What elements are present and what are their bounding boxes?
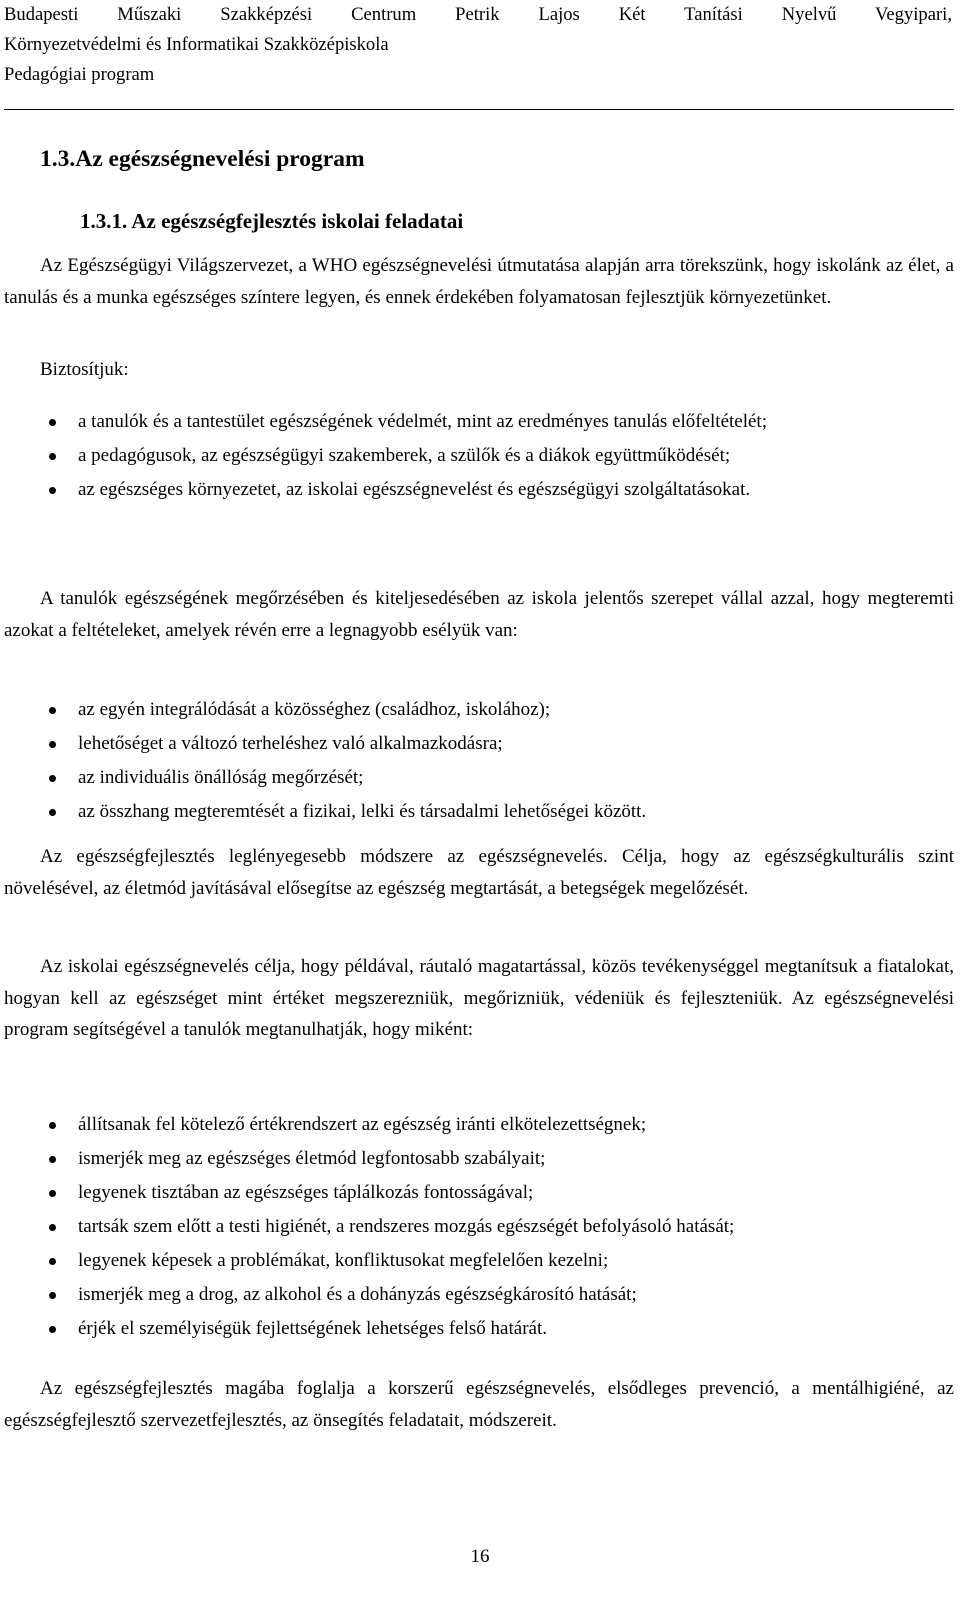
header-divider [4,109,954,110]
list-item [4,1143,954,1174]
list-item [4,1211,954,1242]
list-item-text: a pedagógusok, az egészségügyi szakemberek, a szülők és a diákok együttműködését; [78,445,731,466]
list-item [4,694,954,725]
bullet-icon [49,1122,56,1129]
list-item-text: az egészséges környezetet, az iskolai egészségnevelést és egészségügyi szolgáltatásokat. [78,479,751,500]
paragraph-summary: Az egészségfejlesztés magába foglalja a korszerű egészségnevelés, elsődleges prevenció, a mentálhigiéné, az egészségfejlesztő szervezetfejlesztés, az önsegítés feladatait, módszereit. [4,1378,954,1431]
bullet-icon [49,1326,56,1333]
list-item-text: ismerjék meg az egészséges életmód legfontosabb szabályait; [78,1148,546,1169]
list-item-text: az összhang megteremtését a fizikai, lelki és társadalmi lehetőségei között. [78,801,647,822]
bullet-icon [49,1190,56,1197]
list-item-text: az individuális önállóság megőrzését; [78,767,364,788]
list-item-text: lehetőséget a változó terheléshez való alkalmazkodásra; [78,733,503,754]
list-item [4,1313,954,1344]
bullet-icon [49,707,56,714]
page-header [4,0,952,90]
bullet-icon [49,1224,56,1231]
paragraph-goal: Az iskolai egészségnevelés célja, hogy példával, ráutaló magatartással, közös tevékenységgel megtanítsuk a fiatalokat, hogyan kell az egészséget mint értéket megszerezniük, megőrizniük, védeniük és fejleszteniük. Az egészségnevelési program segítségével a tanulók megtanulhatják, hogy miként: [4,956,954,1040]
list-item-text: a tanulók és a tantestület egészségének védelmét, mint az eredményes tanulás előfeltételét; [78,411,767,432]
bullet-icon [49,1258,56,1265]
header-school-name: Budapesti Műszaki Szakképzési Centrum Petrik Lajos Két Tanítási Nyelvű Vegyipari, [4,4,952,25]
list-item [4,1279,954,1310]
list-item [4,762,954,793]
subsection-heading: 1.3.1. Az egészségfejlesztés iskolai feladatai [80,209,464,233]
bullet-list-2 [4,694,954,830]
list-item [4,440,954,471]
list-item [4,1109,954,1140]
bullet-icon [49,775,56,782]
bullet-icon [49,453,56,460]
list-item [4,1177,954,1208]
bullet-icon [49,1292,56,1299]
list-item-text: állítsanak fel kötelező értékrendszert az egészség iránti elkötelezettségnek; [78,1114,647,1135]
bullet-icon [49,419,56,426]
header-document-title: Pedagógiai program [4,64,155,85]
bullet-icon [49,809,56,816]
list-item-text: ismerjék meg a drog, az alkohol és a dohányzás egészségkárosító hatását; [78,1284,637,1305]
list-item [4,796,954,827]
bullet-icon [49,487,56,494]
bullet-icon [49,741,56,748]
list-item-text: legyenek tisztában az egészséges táplálkozás fontosságával; [78,1182,534,1203]
list-item-text: tartsák szem előtt a testi higiénét, a rendszeres mozgás egészségét befolyásoló hatását; [78,1216,735,1237]
page-number: 16 [470,1546,490,1567]
list-item-text: az egyén integrálódását a közösséghez (családhoz, iskolához); [78,699,551,720]
section-heading: 1.3.Az egészségnevelési program [40,146,365,172]
bullet-icon [49,1156,56,1163]
bullet-list-3 [4,1109,954,1347]
list-item [4,1245,954,1276]
list-item [4,406,954,437]
list-item-text: legyenek képesek a problémákat, konfliktusokat megfelelően kezelni; [78,1250,609,1271]
paragraph-method: Az egészségfejlesztés leglényegesebb módszere az egészségnevelés. Célja, hogy az egészségkulturális szint növelésével, az életmód javításával elősegítse az egészség megtartását, a betegségek megelőzését. [4,846,954,899]
paragraph-intro: Az Egészségügyi Világszervezet, a WHO egészségnevelési útmutatása alapján arra törekszünk, hogy iskolánk az élet, a tanulás és a munka egészséges színtere legyen, és ennek érdekében folyamatosan fejlesztjük környezetünket. [4,255,954,308]
list-item [4,728,954,759]
paragraph-label-biztositjuk: Biztosítjuk: [40,359,129,380]
header-school-name-cont: Környezetvédelmi és Informatikai Szakközépiskola [4,34,389,55]
list-item-text: érjék el személyiségük fejlettségének lehetséges felső határát. [78,1318,547,1339]
paragraph-conditions: A tanulók egészségének megőrzésében és kiteljesedésében az iskola jelentős szerepet vállal azzal, hogy megteremti azokat a feltételeket, amelyek révén erre a legnagyobb esélyük van: [4,588,954,641]
bullet-list-1 [4,406,954,508]
list-item [4,474,954,505]
